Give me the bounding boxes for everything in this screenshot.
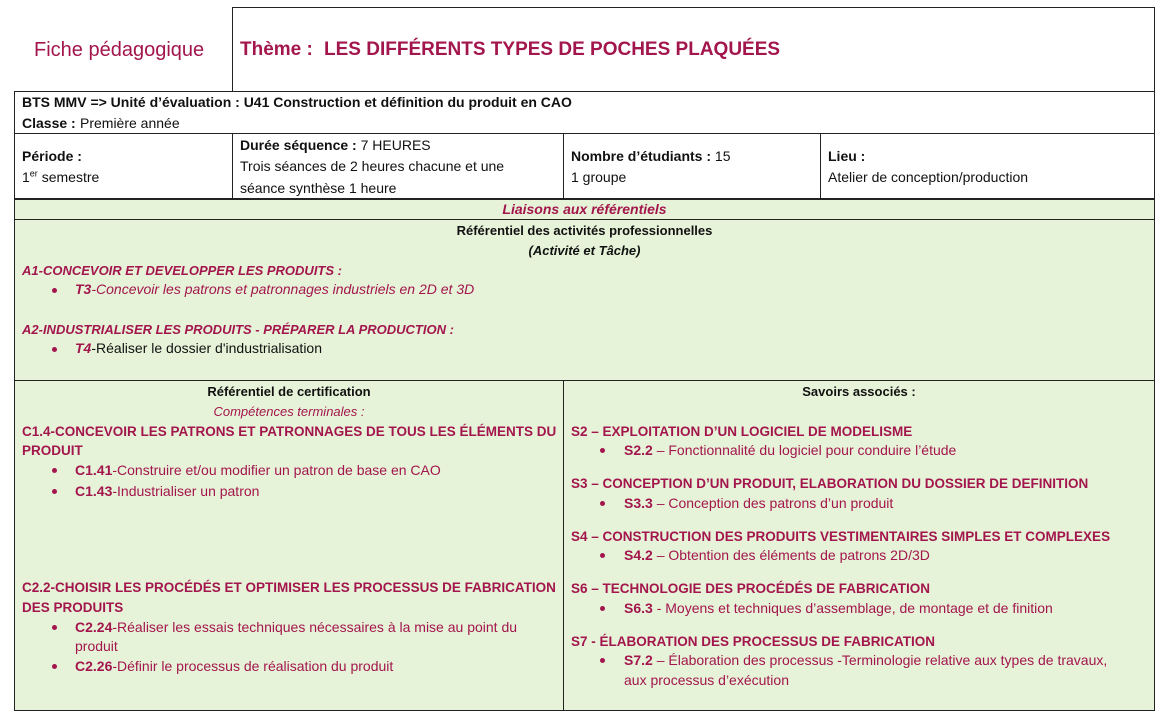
theme-label: Thème : <box>240 39 313 60</box>
activites-title: Référentiel des activités professionnelles <box>456 223 713 238</box>
s33-item: S3.3 – Conception des patrons d’un produit <box>624 495 894 511</box>
certification-subtitle: Compétences terminales : <box>213 404 365 419</box>
liaisons-title: Liaisons aux référentiels <box>502 201 667 217</box>
s2-title: S2 – EXPLOITATION D’UN LOGICIEL DE MODELISME <box>571 424 913 439</box>
c224-item: C2.24-Réaliser les essais techniques nécessaires à la mise au point du <box>75 619 518 635</box>
s22-bullet <box>600 448 605 453</box>
a2-title: A2-INDUSTRIALISER LES PRODUITS - PRÉPARER LA PRODUCTION : <box>22 322 454 337</box>
c224-item-cont: produit <box>75 638 118 654</box>
s7-title: S7 - ÉLABORATION DES PROCESSUS DE FABRICATION <box>571 634 936 649</box>
periode-value: 1er semestre <box>22 168 100 185</box>
a2-item: T4-Réaliser le dossier d'industrialisation <box>75 340 323 356</box>
duree-line2: Trois séances de 2 heures chacune et une <box>240 158 505 174</box>
details-divider-1 <box>232 133 233 199</box>
bts-line: BTS MMV => Unité d’évaluation : U41 Construction et définition du produit en CAO <box>22 94 572 110</box>
s6-title: S6 – TECHNOLOGIE DES PROCÉDÉS DE FABRICATION <box>571 581 931 596</box>
nombre-line2: 1 groupe <box>571 169 627 185</box>
savoirs-title: Savoirs associés : <box>802 384 916 399</box>
classe-label: Classe : <box>22 115 76 131</box>
a1-title: A1-CONCEVOIR ET DEVELOPPER LES PRODUITS : <box>22 263 342 278</box>
details-divider-3 <box>820 133 821 199</box>
c226-bullet <box>52 664 57 669</box>
fiche-title: Fiche pédagogique <box>34 39 205 61</box>
certification-title: Référentiel de certification <box>207 384 371 399</box>
a2-bullet <box>52 347 57 352</box>
s63-item: S6.3 - Moyens et techniques d’assemblage, de montage et de finition <box>624 600 1053 616</box>
duree-line3: séance synthèse 1 heure <box>240 180 397 196</box>
classe-value: Première année <box>80 115 180 131</box>
c143-bullet <box>52 489 57 494</box>
s42-item: S4.2 – Obtention des éléments de patrons 2D/3D <box>624 547 930 563</box>
c14-line2: PRODUIT <box>22 443 83 458</box>
c226-item: C2.26-Définir le processus de réalisation du produit <box>75 658 394 674</box>
s22-item: S2.2 – Fonctionnalité du logiciel pour conduire l’étude <box>624 442 957 458</box>
s3-title: S3 – CONCEPTION D’UN PRODUIT, ELABORATION DU DOSSIER DE DEFINITION <box>571 476 1089 491</box>
s72-bullet <box>600 658 605 663</box>
c141-bullet <box>52 468 57 473</box>
c141-item: C1.41-Construire et/ou modifier un patron de base en CAO <box>75 462 441 478</box>
c224-bullet <box>52 625 57 630</box>
duree-line1: Durée séquence : 7 HEURES <box>240 137 431 153</box>
s42-bullet <box>600 553 605 558</box>
lieu-value: Atelier de conception/production <box>828 169 1029 185</box>
c22-line2: DES PRODUITS <box>22 600 124 615</box>
s72-item: S7.2 – Élaboration des processus -Terminologie relative aux types de travaux, <box>624 652 1108 668</box>
s72-item-cont: aux processus d’exécution <box>624 672 789 688</box>
details-row <box>14 133 1155 199</box>
c14-line1: C1.4-CONCEVOIR LES PATRONS ET PATRONNAGES DE TOUS LES ÉLÉMENTS DU <box>22 424 557 439</box>
a1-item: T3-Concevoir les patrons et patronnages industriels en 2D et 3D <box>75 281 475 297</box>
c143-item: C1.43-Industrialiser un patron <box>75 483 260 499</box>
a1-bullet <box>52 288 57 293</box>
s4-title: S4 – CONSTRUCTION DES PRODUITS VESTIMENTAIRES SIMPLES ET COMPLEXES <box>571 529 1111 544</box>
activites-subtitle: (Activité et Tâche) <box>528 243 641 258</box>
c22-line1: C2.2-CHOISIR LES PROCÉDÉS ET OPTIMISER LES PROCESSUS DE FABRICATION <box>22 580 556 595</box>
details-divider-2 <box>563 133 564 199</box>
s63-bullet <box>600 606 605 611</box>
theme-value: LES DIFFÉRENTS TYPES DE POCHES PLAQUÉES <box>324 39 781 60</box>
nombre-line1: Nombre d’étudiants : 15 <box>571 148 731 164</box>
s33-bullet <box>600 501 605 506</box>
periode-label: Période : <box>22 148 82 164</box>
lieu-label: Lieu : <box>828 148 866 164</box>
